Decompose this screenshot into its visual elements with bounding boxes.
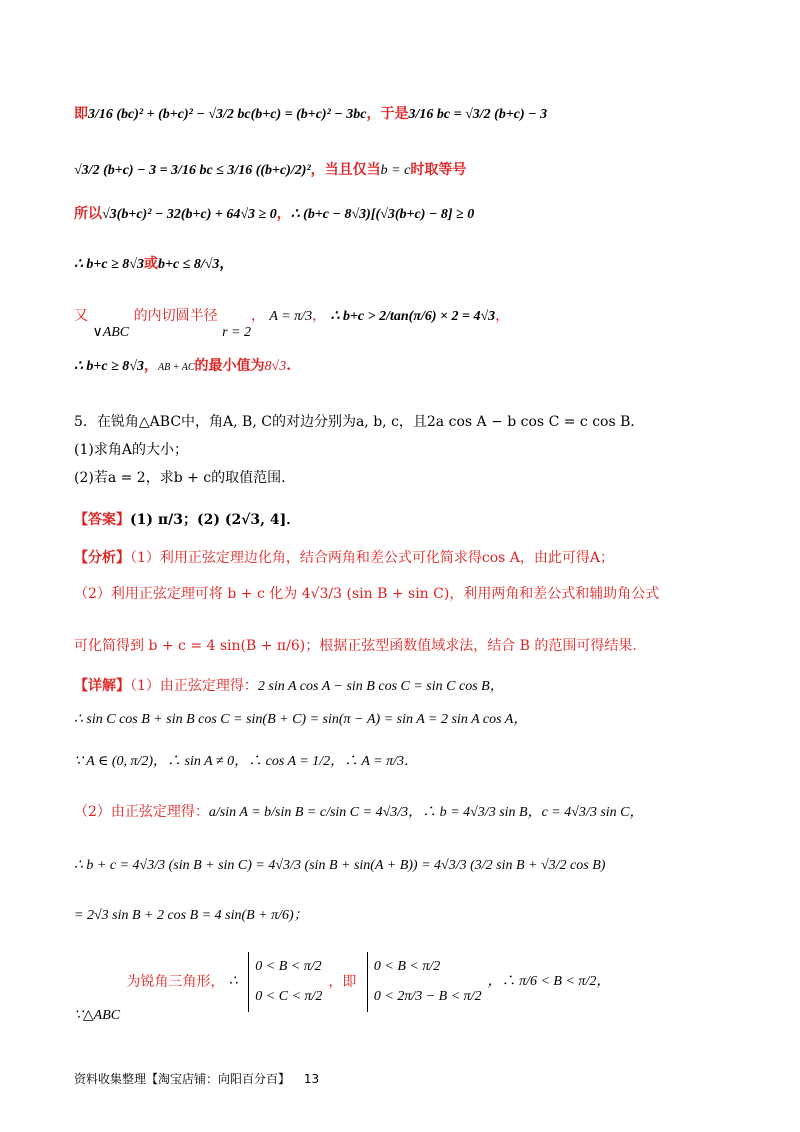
answer-text: (1) π/3；(2) (2√3, 4]． xyxy=(130,512,301,528)
prev-l3-sep: ， xyxy=(276,206,291,222)
detail-line-7: 为锐角三角形， ∴ 0 < B < π/2 0 < C < π/2 ，即 0 < B < π/2 0 < 2π/3 − B < π/2 ，∴ π/6 < B < π/2， xyxy=(74,952,610,1012)
prev-line-3 xyxy=(74,204,474,225)
detail-l7-case2a: 0 < B < π/2 xyxy=(373,959,441,974)
prev-l5-mid: 的内切圆半径 xyxy=(133,308,218,324)
prev-l3-pre: 所以 xyxy=(74,206,102,222)
detail-label: 【详解】 xyxy=(74,678,130,694)
prev-l5-tri: ∨ABC xyxy=(92,325,130,340)
prev-l4-tail: ， xyxy=(219,256,234,272)
detail-l7-tail: ，∴ π/6 < B < π/2， xyxy=(487,974,611,989)
page-footer xyxy=(74,1070,319,1087)
detail-line-1 xyxy=(74,676,504,697)
prev-l4-math2: b+c ≤ 8/√3 xyxy=(157,257,220,272)
problem-q1: (1)求角A的大小； xyxy=(74,442,188,458)
detail-l7-cases-1 xyxy=(248,952,322,1012)
detail-l7-case2b: 0 < 2π/3 − B < π/2 xyxy=(373,989,482,1004)
prev-l6-sep: ， xyxy=(143,358,158,374)
prev-l6-math: ∴ b+c ≥ 8√3 xyxy=(74,359,144,374)
detail-line-4 xyxy=(74,802,644,823)
analysis-l1: （1）利用正弦定理边化角，结合两角和差公式可化简求得cos A，由此可得A； xyxy=(130,550,615,566)
detail-l7-tri: ∵△ABC xyxy=(74,1008,121,1023)
prev-line-1 xyxy=(74,104,547,125)
prev-l5-tail: ， xyxy=(495,308,510,324)
detail-l1-math: 2 sin A cos A − sin B cos C = sin C cos B， xyxy=(257,679,504,694)
prev-l1-math2: 3/16 bc = √3/2 (b+c) − 3 xyxy=(408,107,548,122)
detail-l3: ∵ A ∈ (0, π/2)，∴ sin A ≠ 0，∴ cos A = 1/2，∴ A = π/3． xyxy=(74,754,419,769)
prev-l1-mid: ，于是 xyxy=(366,106,409,122)
prev-l3-math1: √3(b+c)² − 32(b+c) + 64√3 ≥ 0 xyxy=(102,207,277,222)
prev-l6-expr: AB + AC xyxy=(157,362,195,373)
prev-l2-tail: 时取等号 xyxy=(410,162,467,178)
answer-line xyxy=(74,510,300,530)
detail-l4-text: （2）由正弦定理得： xyxy=(74,804,209,820)
problem-stem: 5．在锐角△ABC中，角A, B, C的对边分别为a, b, c，且2a cos A − b cos C = c cos B． xyxy=(74,414,645,430)
prev-l5-sep: ， xyxy=(250,308,265,324)
prev-l2-math: √3/2 (b+c) − 3 = 3/16 bc ≤ 3/16 ((b+c)/2)² xyxy=(74,163,311,178)
prev-line-6 xyxy=(74,356,291,378)
detail-l5: ∴ b + c = 4√3/3 (sin B + sin C) = 4√3/3 (sin B + sin(A + B)) = 4√3/3 (3/2 sin B + √3/2 cos B) xyxy=(74,858,606,873)
prev-l2-cond: b = c xyxy=(380,163,411,178)
prev-l5-r: r = 2 xyxy=(222,325,251,340)
page-number: 13 xyxy=(303,1072,320,1086)
detail-l7-mid: ，即 xyxy=(328,974,357,990)
analysis-l3: 可化简得到 b + c = 4 sin(B + π/6)；根据正弦型函数值域求法，结合 B 的范围可得结果. xyxy=(74,638,637,654)
prev-l4-math1: ∴ b+c ≥ 8√3 xyxy=(74,257,144,272)
detail-l6: = 2√3 sin B + 2 cos B = 4 sin(B + π/6)； xyxy=(74,908,308,923)
prev-l6-mid: 的最小值为 xyxy=(194,358,265,374)
prev-l1-pre: 即 xyxy=(74,106,88,122)
answer-label: 【答案】 xyxy=(74,512,130,528)
prev-line-4 xyxy=(74,254,233,275)
prev-l3-math2: ∴ (b+c − 8√3)[(√3(b+c) − 8] ≥ 0 xyxy=(290,207,475,222)
prev-line-5 xyxy=(74,306,510,340)
analysis-label: 【分析】 xyxy=(74,550,130,566)
analysis-l2: （2）利用正弦定理可将 b + c 化为 4√3/3 (sin B + sin C)，利用两角和差公式和辅助角公式 xyxy=(74,586,660,602)
detail-l7-case1b: 0 < C < π/2 xyxy=(255,989,323,1004)
prev-l5-math: ∴ b+c > 2/tan(π/6) × 2 = 4√3 xyxy=(330,309,496,324)
analysis-line-1 xyxy=(74,548,614,568)
prev-line-2 xyxy=(74,160,466,181)
detail-l7-case1a: 0 < B < π/2 xyxy=(255,959,322,974)
detail-l1-text: （1）由正弦定理得： xyxy=(130,678,258,694)
prev-l2-text: ，当且仅当 xyxy=(310,162,381,178)
detail-l2: ∴ sin C cos B + sin B cos C = sin(B + C) = sin(π − A) = sin A = 2 sin A cos A， xyxy=(74,712,528,727)
prev-l1-math1: 3/16 (bc)² + (b+c)² − √3/2 bc(b+c) = (b+c)² − 3bc xyxy=(88,107,367,122)
prev-l5-sep2: ， xyxy=(312,308,327,324)
prev-l6-tail: . xyxy=(286,358,292,374)
prev-l5-pre: 又 xyxy=(74,308,88,324)
detail-l7-cases-2 xyxy=(367,952,482,1012)
problem-q2: (2)若a = 2，求b + c的取值范围． xyxy=(74,470,296,486)
prev-l6-val: 8√3 xyxy=(264,359,287,374)
detail-l7-text: 为锐角三角形， xyxy=(126,974,225,990)
prev-l4-or: 或 xyxy=(143,256,158,272)
prev-l5-A: A = π/3 xyxy=(269,309,313,324)
footer-text: 资料收集整理【淘宝店铺：向阳百分百】 xyxy=(74,1072,291,1086)
detail-l4-math: a/sin A = b/sin B = c/sin C = 4√3/3，∴ b = 4√3/3 sin B，c = 4√3/3 sin C， xyxy=(208,805,644,820)
